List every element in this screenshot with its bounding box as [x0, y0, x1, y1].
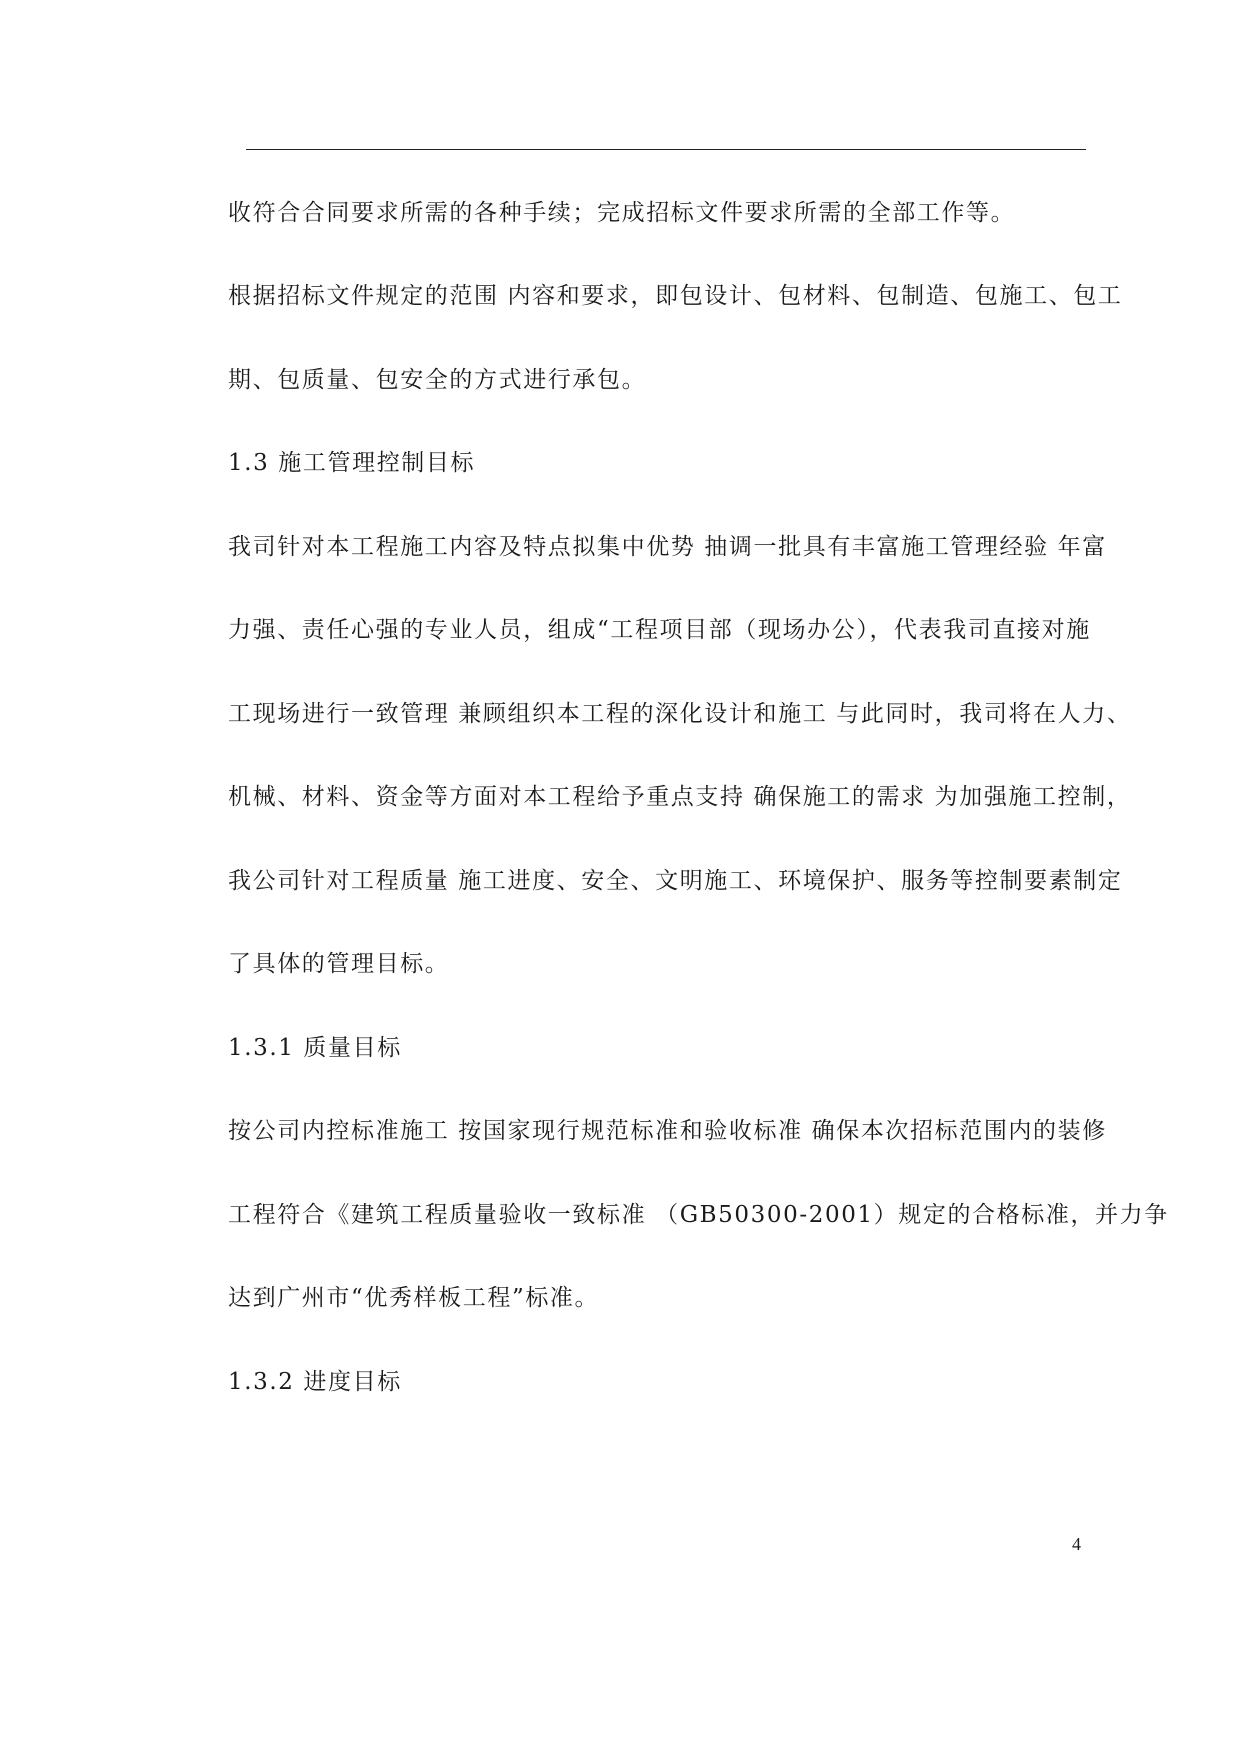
- body-line-2: 根据招标文件规定的范围 内容和要求，即包设计、包材料、包制造、包施工、包工: [228, 283, 1123, 309]
- document-body: [228, 196, 1169, 1400]
- section-heading-1-3-1: 1.3.1 质量目标: [228, 1035, 402, 1061]
- body-line-7: 工现场进行一致管理 兼顾组织本工程的深化设计和施工 与此同时，我司将在人力、: [228, 701, 1132, 727]
- header-rule: [246, 149, 1086, 150]
- body-line-6: 力强、责任心强的专业人员，组成“工程项目部（现场办公），代表我司直接对施: [228, 617, 1091, 643]
- body-line-13: 工程符合《建筑工程质量验收一致标准 （GB50300-2001）规定的合格标准，并力争: [228, 1202, 1169, 1228]
- body-line-3: 期、包质量、包安全的方式进行承包。: [228, 367, 647, 393]
- body-line-12: 按公司内控标准施工 按国家现行规范标准和验收标准 确保本次招标范围内的装修: [228, 1118, 1107, 1144]
- body-line-9: 我公司针对工程质量 施工进度、安全、文明施工、环境保护、服务等控制要素制定: [228, 868, 1123, 894]
- body-line-14: 达到广州市“优秀样板工程”标准。: [228, 1285, 600, 1311]
- body-line-8: 机械、材料、资金等方面对本工程给予重点支持 确保施工的需求 为加强施工控制，: [228, 784, 1132, 810]
- section-heading-1-3-2: 1.3.2 进度目标: [228, 1369, 402, 1395]
- body-line-10: 了具体的管理目标。: [228, 951, 450, 977]
- body-line-5: 我司针对本工程施工内容及特点拟集中优势 抽调一批具有丰富施工管理经验 年富: [228, 534, 1107, 560]
- page-number: 4: [1072, 1534, 1081, 1554]
- body-line-1: 收符合合同要求所需的各种手续；完成招标文件要求所需的全部工作等。: [228, 200, 1016, 226]
- section-heading-1-3: 1.3 施工管理控制目标: [228, 450, 476, 476]
